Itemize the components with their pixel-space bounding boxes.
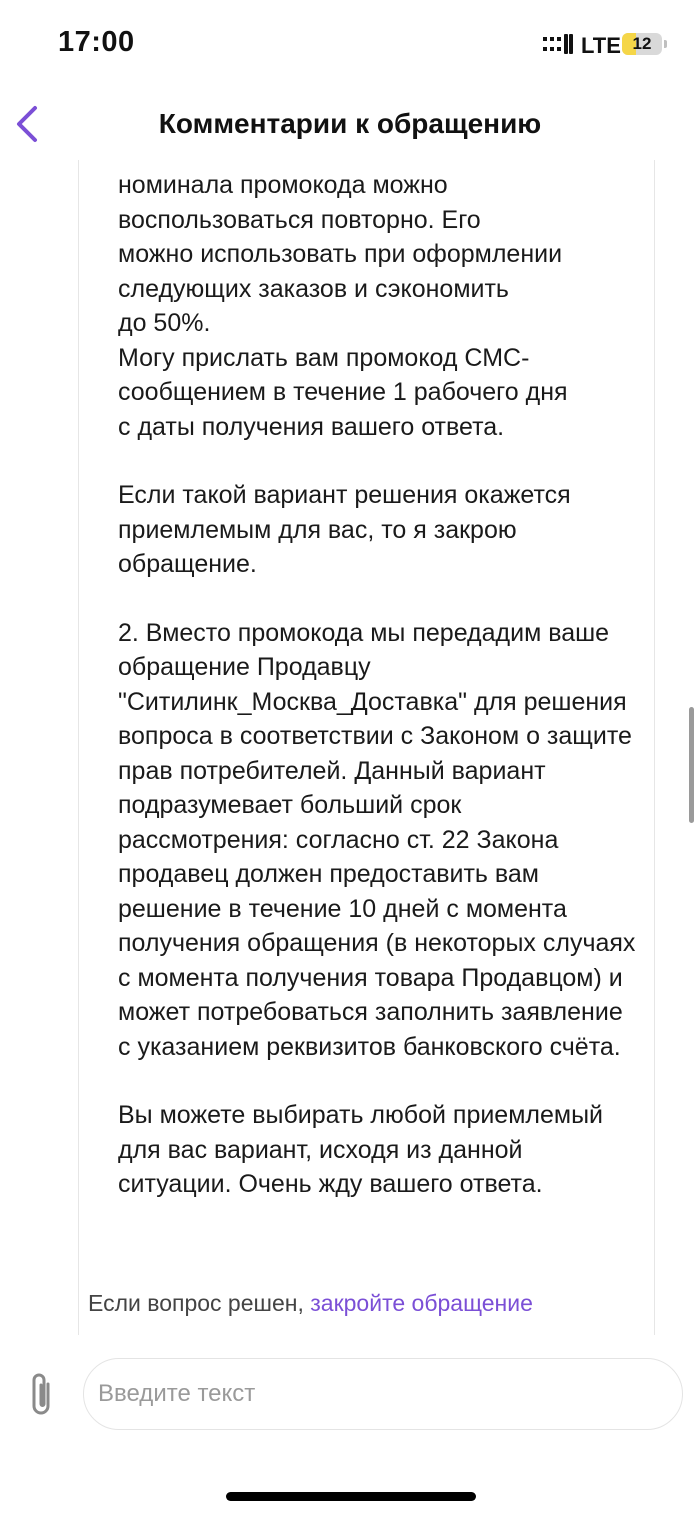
status-time: 17:00 (58, 26, 135, 58)
scrollbar[interactable] (689, 707, 694, 823)
message-line: до 50%. (118, 309, 211, 337)
paragraph-2: Если такой вариант решения окажется приемлемым для вас, то я закрою обращение. (118, 481, 571, 578)
chevron-left-icon (19, 108, 35, 140)
paragraph-3: 2. Вместо промокода мы передадим ваше обращение Продавцу "Ситилинк_Москва_Доставка" для решения вопроса в соответствии с Законом о защите прав потребителей. Данный вариант подразумевает больший срок рассмотрения: согласно ст. 22 Закона продавец должен предоставить вам решение в течение 10 дней с момента получения обращения (в некоторых случаях с момента получения товара Продавцом) и может потребоваться заполнить заявление с указанием реквизитов банковского счёта. (118, 618, 636, 1061)
close-hint (88, 1290, 533, 1317)
close-hint-text: Если вопрос решен, (88, 1290, 304, 1316)
message-line: сообщением в течение 1 рабочего дня (118, 378, 568, 406)
message-line: воспользоваться повторно. Его (118, 205, 481, 234)
paperclip-icon (34, 1375, 48, 1413)
back-button[interactable] (8, 102, 52, 146)
paragraph-4: Вы можете выбирать любой приемлемый для вас вариант, исходя из данной ситуации. Очень жду вашего ответа. (118, 1101, 604, 1198)
message-composer (0, 1350, 700, 1440)
home-indicator (226, 1492, 476, 1501)
nav-header (0, 90, 700, 160)
page-title: Комментарии к обращению (158, 108, 542, 139)
status-bar (0, 0, 700, 90)
message-thread[interactable] (78, 160, 656, 1335)
battery-level: 12 (632, 34, 652, 53)
network-type: LTE (581, 33, 621, 58)
paragraph-1 (118, 168, 638, 444)
message-line: следующих заказов и сэкономить (118, 274, 509, 303)
attach-button[interactable] (22, 1370, 60, 1420)
signal-bars-icon (543, 34, 573, 54)
message-body (118, 168, 638, 1236)
message-line: можно использовать при оформлении (118, 240, 563, 268)
battery-icon (622, 33, 662, 55)
message-line: Могу прислать вам промокод СМС- (118, 343, 530, 372)
message-input[interactable] (83, 1358, 683, 1430)
close-request-link[interactable]: закройте обращение (310, 1290, 533, 1316)
message-line: номинала промокода можно (118, 171, 448, 199)
message-line: с даты получения вашего ответа. (118, 412, 505, 441)
battery-cap (664, 40, 667, 48)
